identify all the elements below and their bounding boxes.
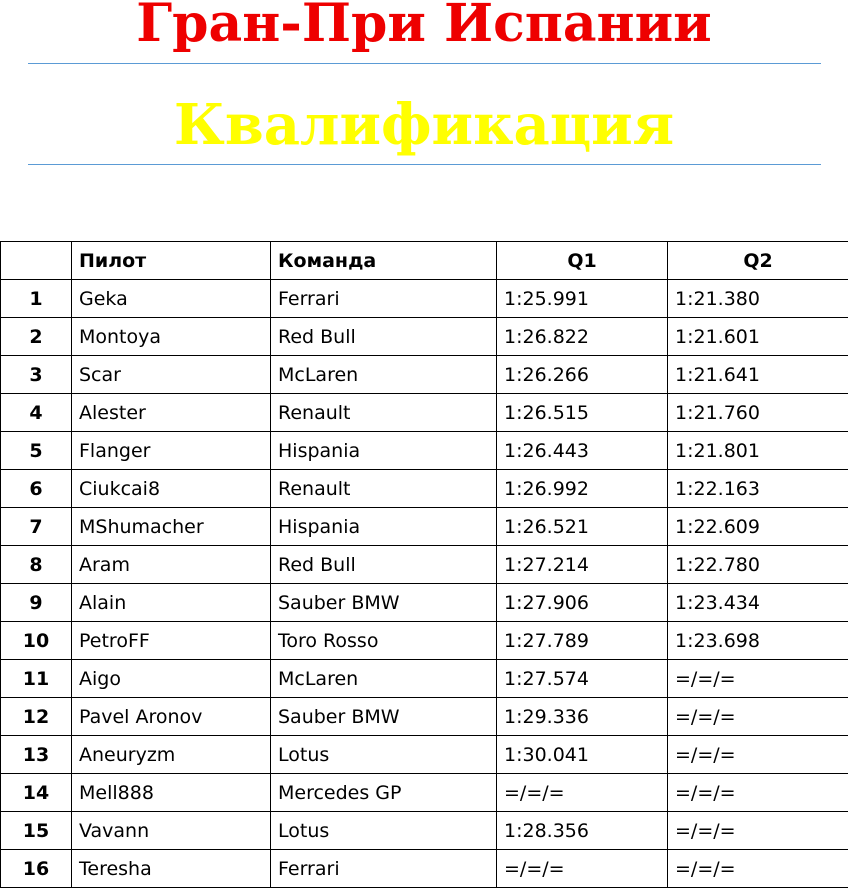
q1-time-cell: 1:26.266 [497,356,668,394]
q2-time-cell: =/=/= [668,774,848,812]
pilot-cell: MShumacher [72,508,271,546]
q1-time-cell: =/=/= [497,774,668,812]
team-cell: Lotus [271,736,497,774]
position-cell: 4 [1,394,72,432]
q1-time-cell: 1:30.041 [497,736,668,774]
column-header-q2: Q2 [668,242,848,280]
pilot-cell: Teresha [72,850,271,888]
position-cell: 14 [1,774,72,812]
table-row [1,280,848,318]
table-row [1,432,848,470]
team-cell: Sauber BMW [271,584,497,622]
table-row [1,318,848,356]
position-cell: 5 [1,432,72,470]
position-cell: 7 [1,508,72,546]
team-cell: Ferrari [271,280,497,318]
qualifying-results-table [0,241,848,888]
q2-time-cell: 1:22.609 [668,508,848,546]
team-cell: Renault [271,470,497,508]
position-cell: 3 [1,356,72,394]
team-cell: McLaren [271,660,497,698]
q1-time-cell: 1:27.214 [497,546,668,584]
q1-time-cell: 1:26.822 [497,318,668,356]
position-cell: 13 [1,736,72,774]
q2-time-cell: 1:22.780 [668,546,848,584]
column-header-pilot: Пилот [72,242,271,280]
q2-time-cell: 1:21.760 [668,394,848,432]
pilot-cell: Flanger [72,432,271,470]
q1-time-cell: 1:26.443 [497,432,668,470]
q2-time-cell: 1:21.601 [668,318,848,356]
table-row [1,546,848,584]
q1-time-cell: 1:29.336 [497,698,668,736]
q1-time-cell: =/=/= [497,850,668,888]
table-row [1,736,848,774]
team-cell: Sauber BMW [271,698,497,736]
pilot-cell: Geka [72,280,271,318]
pilot-cell: Ciukcai8 [72,470,271,508]
pilot-cell: Alain [72,584,271,622]
title-divider [28,63,821,64]
position-cell: 8 [1,546,72,584]
position-cell: 11 [1,660,72,698]
pilot-cell: Aigo [72,660,271,698]
pilot-cell: PetroFF [72,622,271,660]
table-row [1,660,848,698]
table-row [1,774,848,812]
pilot-cell: Aram [72,546,271,584]
q1-time-cell: 1:27.574 [497,660,668,698]
team-cell: Hispania [271,508,497,546]
table-row [1,508,848,546]
q2-time-cell: 1:21.641 [668,356,848,394]
position-cell: 16 [1,850,72,888]
table-row [1,812,848,850]
position-cell: 12 [1,698,72,736]
pilot-cell: Alester [72,394,271,432]
position-cell: 1 [1,280,72,318]
q2-time-cell: =/=/= [668,698,848,736]
pilot-cell: Aneuryzm [72,736,271,774]
column-header-position [1,242,72,280]
page-title: Гран-При Испании [0,0,848,54]
q2-time-cell: 1:21.801 [668,432,848,470]
team-cell: Hispania [271,432,497,470]
table-row [1,394,848,432]
column-header-q1: Q1 [497,242,668,280]
column-header-team: Команда [271,242,497,280]
q2-time-cell: =/=/= [668,812,848,850]
pilot-cell: Montoya [72,318,271,356]
table-row [1,622,848,660]
team-cell: Renault [271,394,497,432]
team-cell: Red Bull [271,318,497,356]
table-row [1,584,848,622]
position-cell: 10 [1,622,72,660]
team-cell: McLaren [271,356,497,394]
pilot-cell: Scar [72,356,271,394]
q1-time-cell: 1:26.521 [497,508,668,546]
position-cell: 9 [1,584,72,622]
table-row [1,850,848,888]
q2-time-cell: =/=/= [668,850,848,888]
page-subtitle: Квалификация [0,90,848,160]
table-row [1,470,848,508]
q1-time-cell: 1:25.991 [497,280,668,318]
pilot-cell: Vavann [72,812,271,850]
q2-time-cell: 1:22.163 [668,470,848,508]
position-cell: 2 [1,318,72,356]
pilot-cell: Mell888 [72,774,271,812]
team-cell: Ferrari [271,850,497,888]
q1-time-cell: 1:28.356 [497,812,668,850]
q2-time-cell: 1:23.698 [668,622,848,660]
subtitle-divider [28,164,821,165]
table-row [1,356,848,394]
team-cell: Mercedes GP [271,774,497,812]
q1-time-cell: 1:27.906 [497,584,668,622]
q1-time-cell: 1:27.789 [497,622,668,660]
team-cell: Red Bull [271,546,497,584]
team-cell: Lotus [271,812,497,850]
position-cell: 6 [1,470,72,508]
q2-time-cell: 1:21.380 [668,280,848,318]
q1-time-cell: 1:26.992 [497,470,668,508]
q2-time-cell: =/=/= [668,736,848,774]
table-row [1,698,848,736]
q2-time-cell: =/=/= [668,660,848,698]
position-cell: 15 [1,812,72,850]
team-cell: Toro Rosso [271,622,497,660]
q1-time-cell: 1:26.515 [497,394,668,432]
table-header-row [1,242,848,280]
q2-time-cell: 1:23.434 [668,584,848,622]
pilot-cell: Pavel Aronov [72,698,271,736]
